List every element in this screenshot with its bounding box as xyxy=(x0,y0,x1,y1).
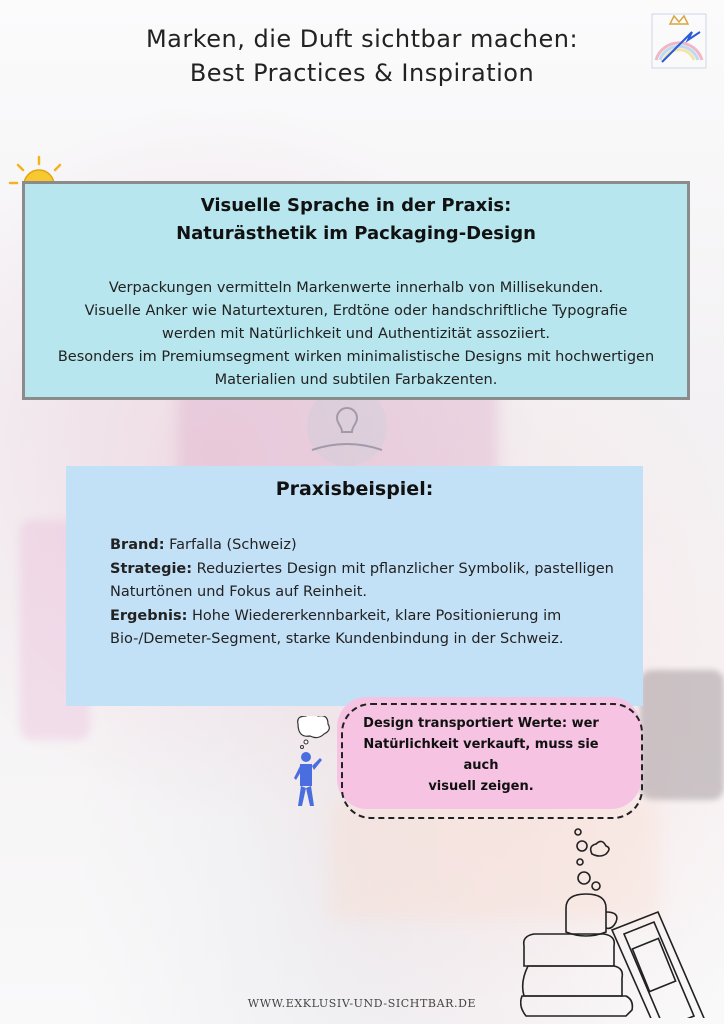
page-title-line1: Marken, die Duft sichtbar machen: xyxy=(145,25,579,53)
example-title: Praxisbeispiel: xyxy=(275,478,434,500)
callout-line: Design transportiert Werte: wer xyxy=(363,716,599,731)
page-title xyxy=(0,22,724,90)
brand-value: Farfalla (Schweiz) xyxy=(164,537,297,553)
brand-line xyxy=(110,534,630,558)
thinking-person-icon xyxy=(286,716,338,808)
body-line: werden mit Natürlichkeit und Authentizität assoziiert. xyxy=(162,326,550,342)
callout-text xyxy=(345,713,617,797)
strategy-label: Strategie: xyxy=(110,560,193,577)
result-line xyxy=(110,605,630,652)
section-body xyxy=(25,277,687,392)
body-line: Verpackungen vermitteln Markenwerte innerhalb von Millisekunden. xyxy=(108,280,604,296)
strategy-line xyxy=(110,558,630,605)
background-blob-right xyxy=(640,670,724,800)
logo-icon xyxy=(648,10,710,72)
section-title-line2: Naturästhetik im Packaging-Design xyxy=(176,223,536,244)
body-line: Visuelle Anker wie Naturtexturen, Erdtöne oder handschriftliche Typografie xyxy=(84,303,628,319)
body-line: Materialien und subtilen Farbakzenten. xyxy=(214,372,498,388)
example-body xyxy=(110,534,630,652)
packaging-design-section xyxy=(22,181,690,400)
page-title-line2: Best Practices & Inspiration xyxy=(189,59,535,87)
result-label: Ergebnis: xyxy=(110,607,188,624)
callout-line: visuell zeigen. xyxy=(428,779,534,794)
section-title-line1: Visuelle Sprache in der Praxis: xyxy=(200,195,512,216)
body-line: Besonders im Premiumsegment wirken minimalistische Designs mit hochwertigen xyxy=(57,349,655,365)
result-value: Hohe Wiedererkennbarkeit, klare Positionierung im Bio-/Demeter-Segment, starke Kundenbindung in der Schweiz. xyxy=(110,607,564,647)
faded-book-lightbulb-icon xyxy=(292,388,402,468)
callout-line: Natürlichkeit verkauft, muss sie auch xyxy=(363,737,599,773)
books-teacup-icon xyxy=(520,826,718,1018)
footer-url[interactable]: WWW.EXKLUSIV-UND-SICHTBAR.DE xyxy=(247,997,477,1010)
strategy-value: Reduziertes Design mit pflanzlicher Symbolik, pastelligen Naturtönen und Fokus auf Reinheit. xyxy=(110,560,614,600)
practice-example-section xyxy=(66,466,643,706)
section-title xyxy=(25,192,687,248)
brand-label: Brand: xyxy=(110,537,165,553)
